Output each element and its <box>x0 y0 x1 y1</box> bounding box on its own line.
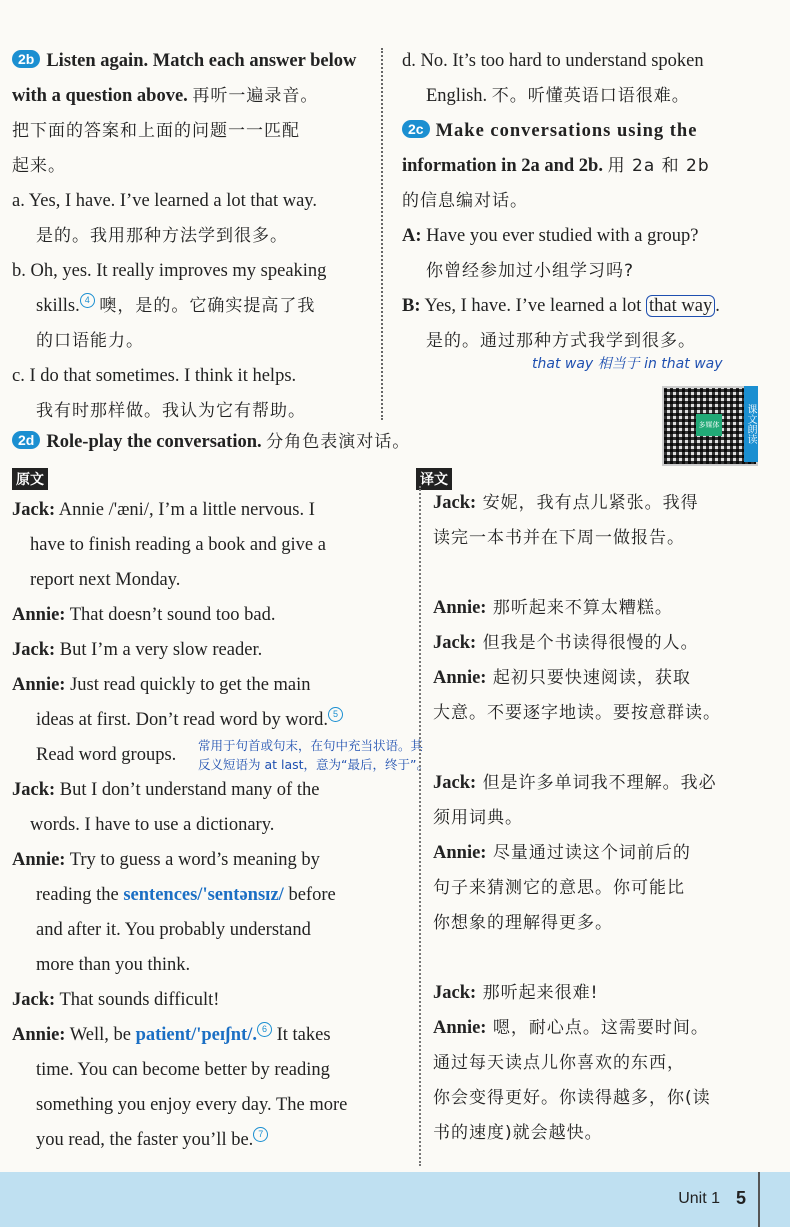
section-2b: 2b Listen again. Match each answer below with a question above. 再听一遍录音。 把下面的答案和上面的问题一一匹配 起来。 a. Yes, I have. I’ve learned a lot that way. 是的。我用那种方法学到很多。 b. Oh, yes. It really improves my speaking skills. 4 噢，是的。它确实提高了我 的口语能力。 c. I do that sometimes. I think it helps. 我有时那样做。我认为它有帮助。 <box>12 44 374 429</box>
unit-label: Unit 1 <box>678 1190 720 1207</box>
translation-text: Jack: 安妮，我有点儿紧张。我得 读完一本书并在下周一做报告。 Annie: 那听起来不算太糟糕。 Jack: 但我是个书读得很慢的人。 Annie: 起初只要快速阅读，获取 大意。不要逐字地读。要按意群读。 Jack: 但是许多单词我不理解。我必 须用词典。 Annie: 尽量通过读这个词前后的 句子来猜测它的意思。你可能比 你想象的理解得更多。 Jack: 那听起来很难! Annie: 嗯，耐心点。这需要时间。 通过每天读点儿你喜欢的东西， 你会变得更好。你读得越多，你(读 书的速度)就会越快。 <box>419 486 765 1166</box>
highlight-box: that way <box>646 295 715 317</box>
note-marker-icon: 5 <box>328 707 343 722</box>
section-badge: 2c <box>402 120 430 138</box>
section-badge: 2d <box>12 431 40 449</box>
page-number: 5 <box>735 1188 746 1208</box>
page-footer <box>0 1172 790 1227</box>
section-2c-heading: 2c Make conversations using the <box>402 114 762 149</box>
vocab-word: sentences/'sentənsɪz/ <box>123 885 284 905</box>
vocab-word: patient/'peɪʃnt/. <box>135 1025 257 1045</box>
translation-label: 译文 <box>416 468 452 490</box>
section-2d-heading: 2d Role-play the conversation. 分角色表演对话。 <box>12 425 410 460</box>
note-marker-icon: 6 <box>257 1022 272 1037</box>
original-text: Jack: Annie /'æni/, I’m a little nervous. I have to finish reading a book and give a report next Monday. Annie: That doesn’t sound too bad. Jack: But I’m a very slow reader. Annie: Just read quickly to get the main ideas at first. Don’t read word by word. 5 Read word groups. Jack: But I don’t understand many of the words. I have to use a dictionary. Annie: Try to guess a word’s meaning by reading the sentences/'sentənsɪz/ before and after it. You probably understand more than you think. Jack: That sounds difficult! Annie: Well, be patient/'peɪʃnt/. 6 It takes time. You can become better by reading something you enjoy every day. The more you read, the faster you’ll be. 7 <box>12 500 348 1150</box>
footer-divider <box>758 1172 760 1227</box>
section-2b-heading: 2b Listen again. Match each answer below <box>12 44 374 79</box>
handwritten-note: that way 相当于 in that way <box>532 356 723 372</box>
answer-c: c. I do that sometimes. I think it helps. <box>12 366 297 386</box>
section-badge: 2b <box>12 50 40 68</box>
answer-a: a. Yes, I have. I’ve learned a lot that way. <box>12 191 317 211</box>
column-divider <box>381 48 383 420</box>
answer-d: d. No. It’s too hard to understand spoken <box>402 51 704 71</box>
handwritten-note: 常用于句首或句末，在句中充当状语。其 反义短语为 at last，意为“最后，终于”。 <box>198 738 430 772</box>
note-marker-icon: 7 <box>253 1127 268 1142</box>
dialogue-b: B: Yes, I have. I’ve learned a lot that way . <box>402 296 720 316</box>
note-marker-icon: 4 <box>80 293 95 308</box>
original-label: 原文 <box>12 468 48 490</box>
qr-logo: 多媒体 <box>696 414 722 436</box>
section-2c: d. No. It’s too hard to understand spoken English. 不。听懂英语口语很难。 2c Make conversations using the information in 2a and 2b. 用 2a 和 2b 的信息编对话。 A: Have you ever studied with a group? 你曾经参加过小组学习吗? B: Yes, I have. I’ve learned a lot that way . 是的。通过那种方式我学到很多。 that way 相当于 in that way <box>402 44 762 375</box>
qr-tag: 课文朗读 <box>744 386 758 462</box>
answer-b: b. Oh, yes. It really improves my speaking <box>12 261 327 281</box>
dialogue-a: A: Have you ever studied with a group? <box>402 226 699 246</box>
